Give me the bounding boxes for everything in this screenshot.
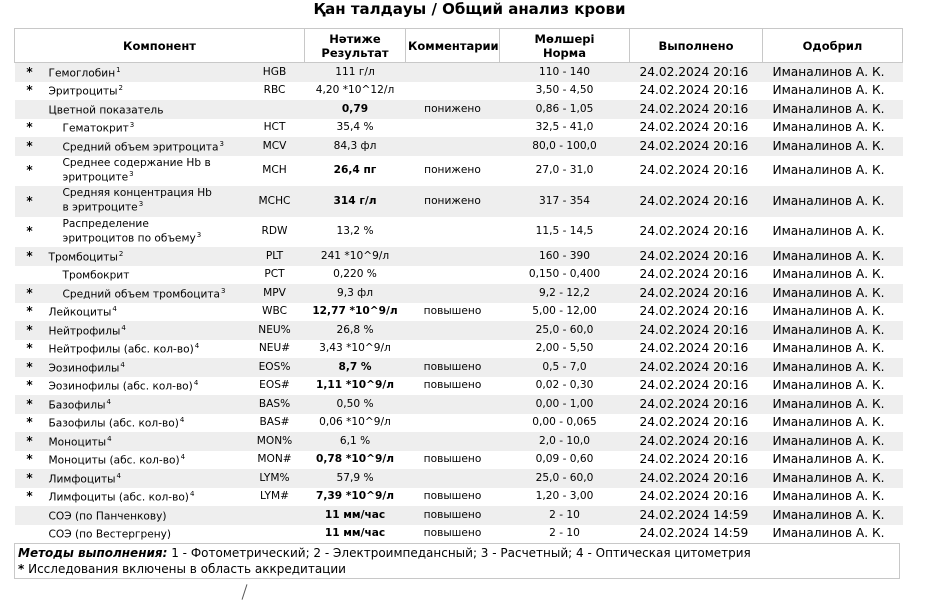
col-comments: Комментарии	[406, 29, 500, 63]
row-result: 12,77 *10^9/л	[312, 305, 398, 318]
row-comment	[406, 266, 500, 285]
row-date: 24.02.2024 20:16	[639, 83, 749, 98]
row-abbr: NEU%	[245, 321, 305, 340]
table-row	[15, 340, 903, 359]
row-norm: 5,00 - 12,00	[532, 305, 597, 318]
report-title: Қан талдауы / Общий анализ крови	[313, 0, 626, 18]
row-date: 24.02.2024 20:16	[639, 452, 749, 467]
col-component: Компонент	[15, 29, 305, 63]
row-result: 9,3 фл	[305, 284, 406, 303]
row-date: 24.02.2024 20:16	[630, 100, 763, 119]
row-name: Тромбокрит	[62, 270, 130, 283]
row-name: Базофилы (абс. кол-во)	[48, 418, 179, 431]
row-result: 26,4 пг	[333, 164, 377, 177]
row-result: 7,39 *10^9/л	[316, 490, 394, 503]
table-row	[15, 156, 903, 187]
row-result: 0,79	[305, 100, 406, 119]
row-comment: повышено	[423, 490, 482, 503]
row-result: 13,2 %	[336, 225, 374, 238]
accreditation-star: *	[18, 562, 25, 576]
row-name: Нейтрофилы	[48, 325, 121, 338]
row-name: Эозинофилы	[48, 362, 120, 375]
row-abbr: MCV	[245, 137, 305, 156]
row-norm: 2,00 - 5,50	[535, 342, 594, 355]
col-norm	[500, 29, 630, 63]
table-row	[15, 186, 903, 217]
row-component	[45, 414, 245, 433]
col-result-kz: Нәтиже	[329, 31, 381, 46]
row-star: *	[26, 120, 33, 135]
row-component	[45, 321, 245, 340]
row-date: 24.02.2024 20:16	[630, 432, 763, 451]
row-result: 241 *10^9/л	[305, 247, 406, 266]
row-component	[45, 395, 245, 414]
row-name: СОЭ (по Панченкову)	[48, 510, 167, 523]
row-comment: повышено	[406, 506, 500, 525]
row-comment: повышено	[423, 453, 482, 466]
row-comment: повышено	[423, 527, 482, 540]
row-method: 4	[120, 360, 125, 369]
row-method: 3	[221, 286, 226, 295]
row-method: 4	[107, 434, 112, 443]
row-date: 24.02.2024 20:16	[630, 358, 763, 377]
row-component	[45, 525, 245, 544]
row-norm: 32,5 - 41,0	[535, 121, 594, 134]
row-approver: Иманалинов А. К.	[772, 341, 885, 356]
row-star: *	[26, 341, 33, 356]
row-norm: 25,0 - 60,0	[500, 321, 630, 340]
row-abbr: WBC	[262, 305, 287, 318]
row-comment: понижено	[424, 164, 481, 177]
row-method: 4	[106, 397, 111, 406]
row-result: 0,50 %	[305, 395, 406, 414]
row-name: Базофилы	[48, 399, 106, 412]
row-date: 24.02.2024 20:16	[630, 247, 763, 266]
row-norm: 2,0 - 10,0	[500, 432, 630, 451]
row-norm: 110 - 140	[500, 63, 630, 82]
row-norm: 2 - 10	[500, 506, 630, 525]
row-component	[45, 100, 245, 119]
row-component	[45, 432, 245, 451]
table-header	[15, 29, 903, 63]
row-name: Среднее содержание Hb в эритроците	[62, 156, 211, 184]
row-star: *	[15, 137, 45, 156]
table-row	[15, 525, 903, 544]
row-star: *	[15, 321, 45, 340]
row-name: Эритроциты	[48, 86, 118, 99]
table-row	[15, 137, 903, 156]
row-result: 35,4 %	[336, 121, 374, 134]
row-component	[45, 156, 245, 187]
row-abbr: BAS%	[245, 395, 305, 414]
table-row	[15, 506, 903, 525]
row-norm: 0,09 - 0,60	[535, 453, 594, 466]
row-approver: Иманалинов А. К.	[763, 63, 903, 82]
row-method: 4	[193, 379, 199, 388]
row-abbr: EOS%	[245, 358, 305, 377]
row-abbr: MON%	[245, 432, 305, 451]
row-approver: Иманалинов А. К.	[763, 284, 903, 303]
row-norm: 0,5 - 7,0	[500, 358, 630, 377]
row-abbr: PCT	[264, 268, 285, 281]
row-name: Лимфоциты	[48, 473, 116, 486]
row-approver: Иманалинов А. К.	[763, 395, 903, 414]
row-star	[15, 266, 45, 285]
col-done: Выполнено	[630, 29, 763, 63]
row-component	[45, 217, 245, 248]
row-component	[45, 82, 245, 101]
row-abbr: NEU#	[258, 342, 291, 355]
row-component	[45, 377, 245, 396]
row-method: 2	[118, 84, 123, 93]
table-row	[15, 414, 903, 433]
row-name: Эозинофилы (абс. кол-во)	[48, 381, 193, 394]
row-abbr	[245, 506, 305, 525]
row-name: Лимфоциты (абс. кол-во)	[48, 492, 189, 505]
row-component	[45, 469, 245, 488]
row-result: 11 мм/час	[324, 527, 386, 540]
row-result: 84,3 фл	[305, 137, 406, 156]
row-star: *	[26, 378, 33, 393]
row-abbr: EOS#	[259, 379, 290, 392]
row-method: 1	[116, 65, 121, 74]
row-name: Лейкоциты	[48, 307, 112, 320]
row-approver: Иманалинов А. К.	[763, 321, 903, 340]
row-norm: 317 - 354	[500, 186, 630, 217]
row-approver: Иманалинов А. К.	[763, 432, 903, 451]
row-name: Распределение эритроцитов по объему	[62, 217, 196, 245]
accreditation-text: Исследования включены в область аккредитации	[24, 562, 346, 576]
row-name: Средний объем эритроцита	[62, 141, 219, 154]
row-component	[45, 506, 245, 525]
row-comment	[406, 395, 500, 414]
row-method: 4	[116, 471, 121, 480]
row-abbr: HCT	[263, 121, 286, 134]
row-method: 4	[189, 490, 195, 499]
table-row	[15, 63, 903, 82]
row-date: 24.02.2024 20:16	[630, 321, 763, 340]
table-row	[15, 395, 903, 414]
row-date: 24.02.2024 20:16	[630, 284, 763, 303]
row-comment	[406, 82, 500, 101]
row-component	[45, 488, 245, 507]
row-comment	[406, 284, 500, 303]
row-date: 24.02.2024 20:16	[639, 415, 749, 430]
row-approver: Иманалинов А. К.	[772, 378, 885, 393]
row-result: 0,78 *10^9/л	[316, 453, 394, 466]
row-method: 4	[179, 416, 185, 425]
row-date: 24.02.2024 20:16	[630, 186, 763, 217]
table-row	[15, 247, 903, 266]
col-approved: Одобрил	[763, 29, 903, 63]
row-abbr	[245, 525, 305, 544]
row-abbr: RBC	[263, 84, 286, 97]
row-name: Тромбоциты	[48, 251, 118, 264]
row-name: СОЭ (по Вестергрену)	[48, 529, 172, 542]
row-component	[45, 340, 245, 359]
row-approver: Иманалинов А. К.	[763, 469, 903, 488]
row-approver: Иманалинов А. К.	[763, 137, 903, 156]
row-name: Средний объем тромбоцита	[62, 288, 221, 301]
row-norm: 3,50 - 4,50	[535, 84, 594, 97]
row-result: 314 г/л	[305, 186, 406, 217]
row-star: *	[15, 284, 45, 303]
table-row	[15, 358, 903, 377]
table-row	[15, 488, 903, 507]
row-norm: 0,00 - 1,00	[500, 395, 630, 414]
row-approver: Иманалинов А. К.	[772, 120, 885, 135]
row-date: 24.02.2024 14:59	[630, 506, 763, 525]
row-date: 24.02.2024 20:16	[639, 224, 749, 239]
row-comment: понижено	[406, 100, 500, 119]
row-date: 24.02.2024 20:16	[639, 341, 749, 356]
row-comment: повышено	[423, 305, 482, 318]
row-norm: 0,86 - 1,05	[500, 100, 630, 119]
row-norm: 160 - 390	[500, 247, 630, 266]
row-component	[45, 266, 245, 285]
table-row	[15, 82, 903, 101]
row-approver: Иманалинов А. К.	[772, 267, 885, 282]
row-star: *	[26, 224, 33, 239]
row-star: *	[15, 469, 45, 488]
row-star: *	[15, 432, 45, 451]
row-norm: 11,5 - 14,5	[535, 225, 594, 238]
table-row	[15, 451, 903, 470]
row-approver: Иманалинов А. К.	[772, 163, 885, 178]
results-body	[15, 63, 903, 544]
table-row	[15, 321, 903, 340]
row-abbr: PLT	[245, 247, 305, 266]
row-norm: 0,02 - 0,30	[535, 379, 594, 392]
results-table	[14, 28, 903, 543]
row-comment	[406, 414, 500, 433]
row-star: *	[15, 247, 45, 266]
row-method: 3	[196, 230, 202, 239]
row-approver: Иманалинов А. К.	[763, 247, 903, 266]
row-star	[15, 506, 45, 525]
row-name: Моноциты	[48, 436, 107, 449]
row-date: 24.02.2024 20:16	[630, 469, 763, 488]
table-row	[15, 469, 903, 488]
row-method: 3	[219, 139, 224, 148]
table-row	[15, 217, 903, 248]
methods-label: Методы выполнения:	[18, 546, 168, 560]
row-star: *	[15, 186, 45, 217]
row-name: Моноциты (абс. кол-во)	[48, 455, 180, 468]
table-row	[15, 303, 903, 322]
row-abbr: LYM#	[260, 490, 289, 503]
accreditation-line	[18, 561, 896, 577]
row-component	[45, 247, 245, 266]
pen-mark	[242, 584, 248, 600]
row-star: *	[15, 358, 45, 377]
row-abbr: MPV	[245, 284, 305, 303]
row-star	[15, 525, 45, 544]
row-norm: 0,00 - 0,065	[532, 416, 597, 429]
row-name: Гемоглобин	[48, 67, 116, 80]
row-comment	[406, 63, 500, 82]
row-result: 0,220 %	[333, 268, 377, 281]
row-method: 4	[194, 342, 200, 351]
row-result: 26,8 %	[305, 321, 406, 340]
row-norm: 25,0 - 60,0	[500, 469, 630, 488]
row-comment	[406, 217, 500, 248]
row-approver: Иманалинов А. К.	[772, 452, 885, 467]
row-result: 111 г/л	[305, 63, 406, 82]
row-name: Нейтрофилы (абс. кол-во)	[48, 344, 194, 357]
table-row	[15, 432, 903, 451]
row-comment	[406, 469, 500, 488]
row-abbr: MCH	[262, 164, 287, 177]
row-star: *	[26, 304, 33, 319]
row-star: *	[15, 395, 45, 414]
row-comment	[406, 321, 500, 340]
row-norm: 0,150 - 0,400	[528, 268, 601, 281]
row-approver: Иманалинов А. К.	[763, 100, 903, 119]
table-row	[15, 100, 903, 119]
row-date: 24.02.2024 20:16	[639, 378, 749, 393]
row-abbr	[245, 100, 305, 119]
col-result	[305, 29, 406, 63]
row-date: 24.02.2024 20:16	[639, 304, 749, 319]
row-method: 3	[129, 121, 135, 130]
row-star: *	[15, 63, 45, 82]
row-approver: Иманалинов А. К.	[772, 526, 885, 541]
row-approver: Иманалинов А. К.	[772, 224, 885, 239]
row-date: 24.02.2024 20:16	[630, 395, 763, 414]
row-approver: Иманалинов А. К.	[772, 83, 885, 98]
row-comment	[406, 137, 500, 156]
row-comment: повышено	[423, 379, 482, 392]
row-star: *	[26, 489, 33, 504]
row-component	[45, 137, 245, 156]
row-component	[45, 63, 245, 82]
row-star	[15, 100, 45, 119]
row-date: 24.02.2024 20:16	[639, 489, 749, 504]
row-method: 4	[180, 453, 186, 462]
row-result: 0,06 *10^9/л	[319, 416, 391, 429]
row-component	[45, 119, 245, 138]
row-approver: Иманалинов А. К.	[763, 358, 903, 377]
col-norm-ru: Норма	[543, 45, 586, 60]
row-abbr: LYM%	[245, 469, 305, 488]
row-date: 24.02.2024 20:16	[639, 267, 749, 282]
row-date: 24.02.2024 20:16	[639, 163, 749, 178]
row-approver: Иманалинов А. К.	[763, 506, 903, 525]
row-comment	[406, 247, 500, 266]
row-result: 1,11 *10^9/л	[316, 379, 394, 392]
row-comment: понижено	[406, 186, 500, 217]
table-row	[15, 377, 903, 396]
row-norm: 2 - 10	[549, 527, 580, 540]
row-date: 24.02.2024 20:16	[639, 120, 749, 135]
row-star: *	[26, 415, 33, 430]
table-row	[15, 119, 903, 138]
row-star: *	[26, 83, 33, 98]
footer-notes	[14, 543, 900, 579]
row-comment	[406, 340, 500, 359]
row-method: 3	[129, 169, 134, 178]
row-comment: повышено	[406, 358, 500, 377]
row-approver: Иманалинов А. К.	[772, 304, 885, 319]
row-abbr: RDW	[261, 225, 288, 238]
row-result: 57,9 %	[305, 469, 406, 488]
row-date: 24.02.2024 20:16	[630, 63, 763, 82]
row-result: 11 мм/час	[305, 506, 406, 525]
row-star: *	[26, 163, 33, 178]
row-comment	[406, 432, 500, 451]
row-comment	[406, 119, 500, 138]
row-date: 24.02.2024 20:16	[630, 137, 763, 156]
row-norm: 80,0 - 100,0	[500, 137, 630, 156]
row-approver: Иманалинов А. К.	[772, 489, 885, 504]
row-norm: 9,2 - 12,2	[500, 284, 630, 303]
row-abbr: HGB	[245, 63, 305, 82]
row-component	[45, 186, 245, 217]
table-row	[15, 284, 903, 303]
table-row	[15, 266, 903, 285]
row-component	[45, 451, 245, 470]
col-norm-kz: Мөлшері	[534, 31, 595, 46]
row-norm: 1,20 - 3,00	[535, 490, 594, 503]
row-component	[45, 284, 245, 303]
col-result-ru: Результат	[321, 45, 389, 60]
row-method: 3	[138, 200, 144, 209]
row-name: Цветной показатель	[48, 104, 164, 117]
row-result: 4,20 *10^12/л	[315, 84, 395, 97]
row-method: 2	[118, 249, 124, 258]
row-abbr: MON#	[257, 453, 292, 466]
row-component	[45, 303, 245, 322]
row-result: 3,43 *10^9/л	[319, 342, 391, 355]
row-star: *	[26, 452, 33, 467]
row-approver: Иманалинов А. К.	[763, 186, 903, 217]
methods-line	[18, 545, 896, 561]
row-result: 8,7 %	[305, 358, 406, 377]
row-component	[45, 358, 245, 377]
row-result: 6,1 %	[305, 432, 406, 451]
row-abbr: MCHC	[245, 186, 305, 217]
row-date: 24.02.2024 14:59	[639, 526, 749, 541]
methods-text: 1 - Фотометрический; 2 - Электроимпедансный; 3 - Расчетный; 4 - Оптическая цитометрия	[167, 546, 751, 560]
row-name: Гематокрит	[62, 123, 129, 136]
row-approver: Иманалинов А. К.	[772, 415, 885, 430]
row-name: Средняя концентрация Hb в эритроците	[62, 187, 212, 215]
row-norm: 27,0 - 31,0	[535, 164, 594, 177]
row-method: 4	[121, 323, 126, 332]
row-abbr: BAS#	[259, 416, 290, 429]
row-method: 4	[112, 305, 117, 314]
